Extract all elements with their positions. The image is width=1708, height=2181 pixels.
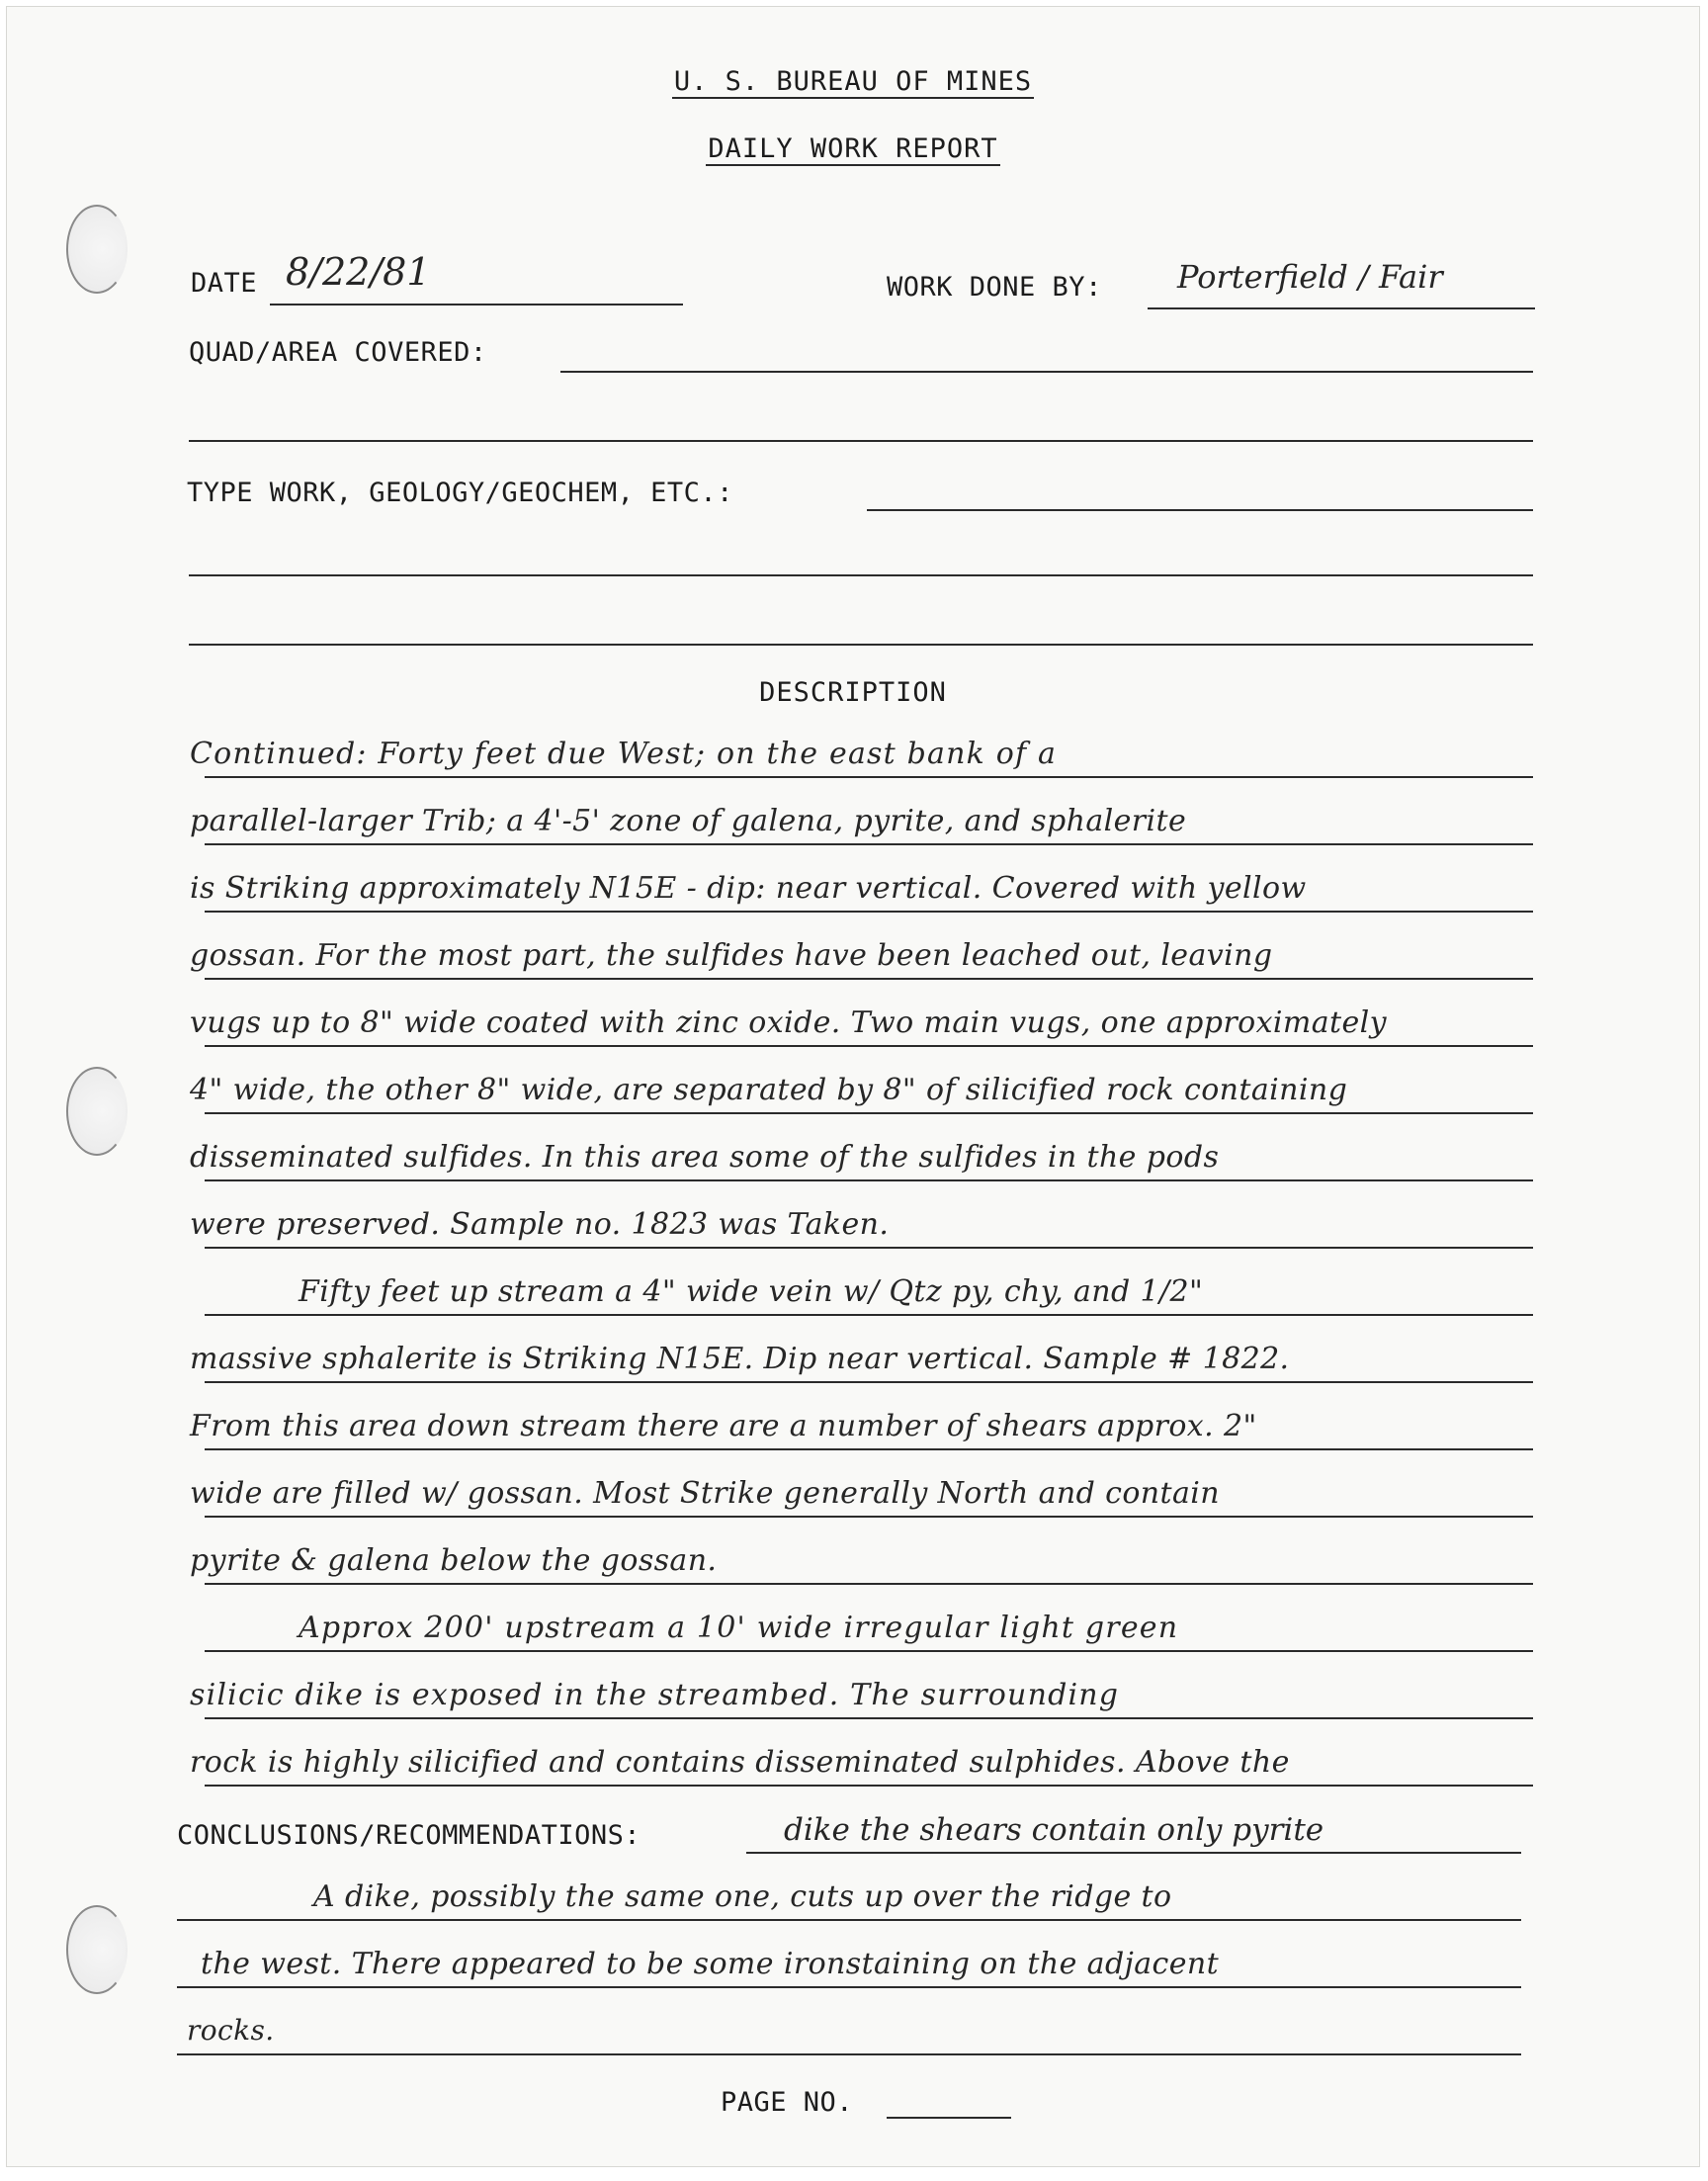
conclusions-rule xyxy=(177,1919,1521,1921)
description-line: Approx 200' upstream a 10' wide irregular light green xyxy=(299,1611,1179,1645)
description-rule xyxy=(205,911,1533,913)
description-line: rock is highly silicified and contains disseminated sulphides. Above the xyxy=(190,1745,1290,1780)
date-label: DATE xyxy=(191,268,258,299)
conclusions-rule xyxy=(177,1986,1521,1988)
punch-hole-middle xyxy=(66,1067,128,1156)
conclusions-line: A dike, possibly the same one, cuts up over the ridge to xyxy=(313,1879,1172,1914)
description-rule xyxy=(205,978,1533,980)
work-done-by-value: Porterfield / Fair xyxy=(1177,258,1443,296)
report-title: DAILY WORK REPORT xyxy=(708,133,998,164)
conclusions-label: CONCLUSIONS/RECOMMENDATIONS: xyxy=(177,1820,641,1851)
page-number-label: PAGE NO. xyxy=(721,2087,854,2118)
description-line: were preserved. Sample no. 1823 was Taken. xyxy=(190,1207,890,1242)
conclusions-line: dike the shears contain only pyrite xyxy=(784,1812,1324,1848)
description-line: Continued: Forty feet due West; on the east bank of a xyxy=(190,737,1058,771)
date-rule xyxy=(270,304,683,305)
description-rule xyxy=(205,1112,1533,1114)
description-rule xyxy=(205,1045,1533,1047)
description-rule xyxy=(205,1381,1533,1383)
description-rule xyxy=(205,1650,1533,1652)
description-rule xyxy=(205,1247,1533,1249)
description-line: From this area down stream there are a number of shears approx. 2" xyxy=(190,1409,1257,1443)
type-work-rule-3 xyxy=(189,644,1533,646)
description-line: massive sphalerite is Striking N15E. Dip near vertical. Sample # 1822. xyxy=(190,1342,1290,1376)
description-rule xyxy=(205,1448,1533,1450)
agency-title: U. S. BUREAU OF MINES xyxy=(673,66,1033,97)
description-rule xyxy=(205,1717,1533,1719)
date-value: 8/22/81 xyxy=(286,250,431,294)
description-rule xyxy=(205,1314,1533,1316)
description-rule xyxy=(205,843,1533,845)
work-done-by-rule xyxy=(1148,307,1535,309)
page-number-rule xyxy=(887,2117,1011,2119)
description-rule xyxy=(205,1516,1533,1518)
quad-area-label: QUAD/AREA COVERED: xyxy=(189,337,487,368)
quad-area-rule-1 xyxy=(560,371,1533,373)
type-work-label: TYPE WORK, GEOLOGY/GEOCHEM, ETC.: xyxy=(187,478,733,508)
conclusions-line: rocks. xyxy=(187,2014,275,2047)
description-line: silicic dike is exposed in the streambed. The surrounding xyxy=(190,1678,1120,1712)
type-work-rule-2 xyxy=(189,574,1533,576)
description-line: parallel-larger Trib; a 4'-5' zone of galena, pyrite, and sphalerite xyxy=(190,804,1187,838)
report-page xyxy=(6,6,1700,2167)
work-done-by-label: WORK DONE BY: xyxy=(887,272,1102,303)
description-rule xyxy=(205,776,1533,778)
type-work-rule-1 xyxy=(867,509,1533,511)
description-line: Fifty feet up stream a 4" wide vein w/ Qtz py, chy, and 1/2" xyxy=(299,1274,1204,1309)
description-line: wide are filled w/ gossan. Most Strike generally North and contain xyxy=(190,1476,1220,1511)
description-line: gossan. For the most part, the sulfides have been leached out, leaving xyxy=(190,938,1273,973)
description-heading: DESCRIPTION xyxy=(759,677,947,708)
conclusions-line: the west. There appeared to be some ironstaining on the adjacent xyxy=(201,1947,1220,1981)
description-line: is Striking approximately N15E - dip: near vertical. Covered with yellow xyxy=(190,871,1307,906)
description-rule xyxy=(205,1179,1533,1181)
description-line: disseminated sulfides. In this area some of the sulfides in the pods xyxy=(190,1140,1220,1175)
description-line: pyrite & galena below the gossan. xyxy=(190,1543,718,1578)
conclusions-rule xyxy=(746,1852,1521,1854)
punch-hole-bottom xyxy=(66,1905,128,1994)
conclusions-rule xyxy=(177,2053,1521,2055)
punch-hole-top xyxy=(66,205,128,294)
description-rule xyxy=(205,1785,1533,1787)
quad-area-rule-2 xyxy=(189,440,1533,442)
description-line: vugs up to 8" wide coated with zinc oxide. Two main vugs, one approximately xyxy=(190,1005,1387,1040)
description-line: 4" wide, the other 8" wide, are separated by 8" of silicified rock containing xyxy=(190,1073,1348,1107)
description-rule xyxy=(205,1583,1533,1585)
